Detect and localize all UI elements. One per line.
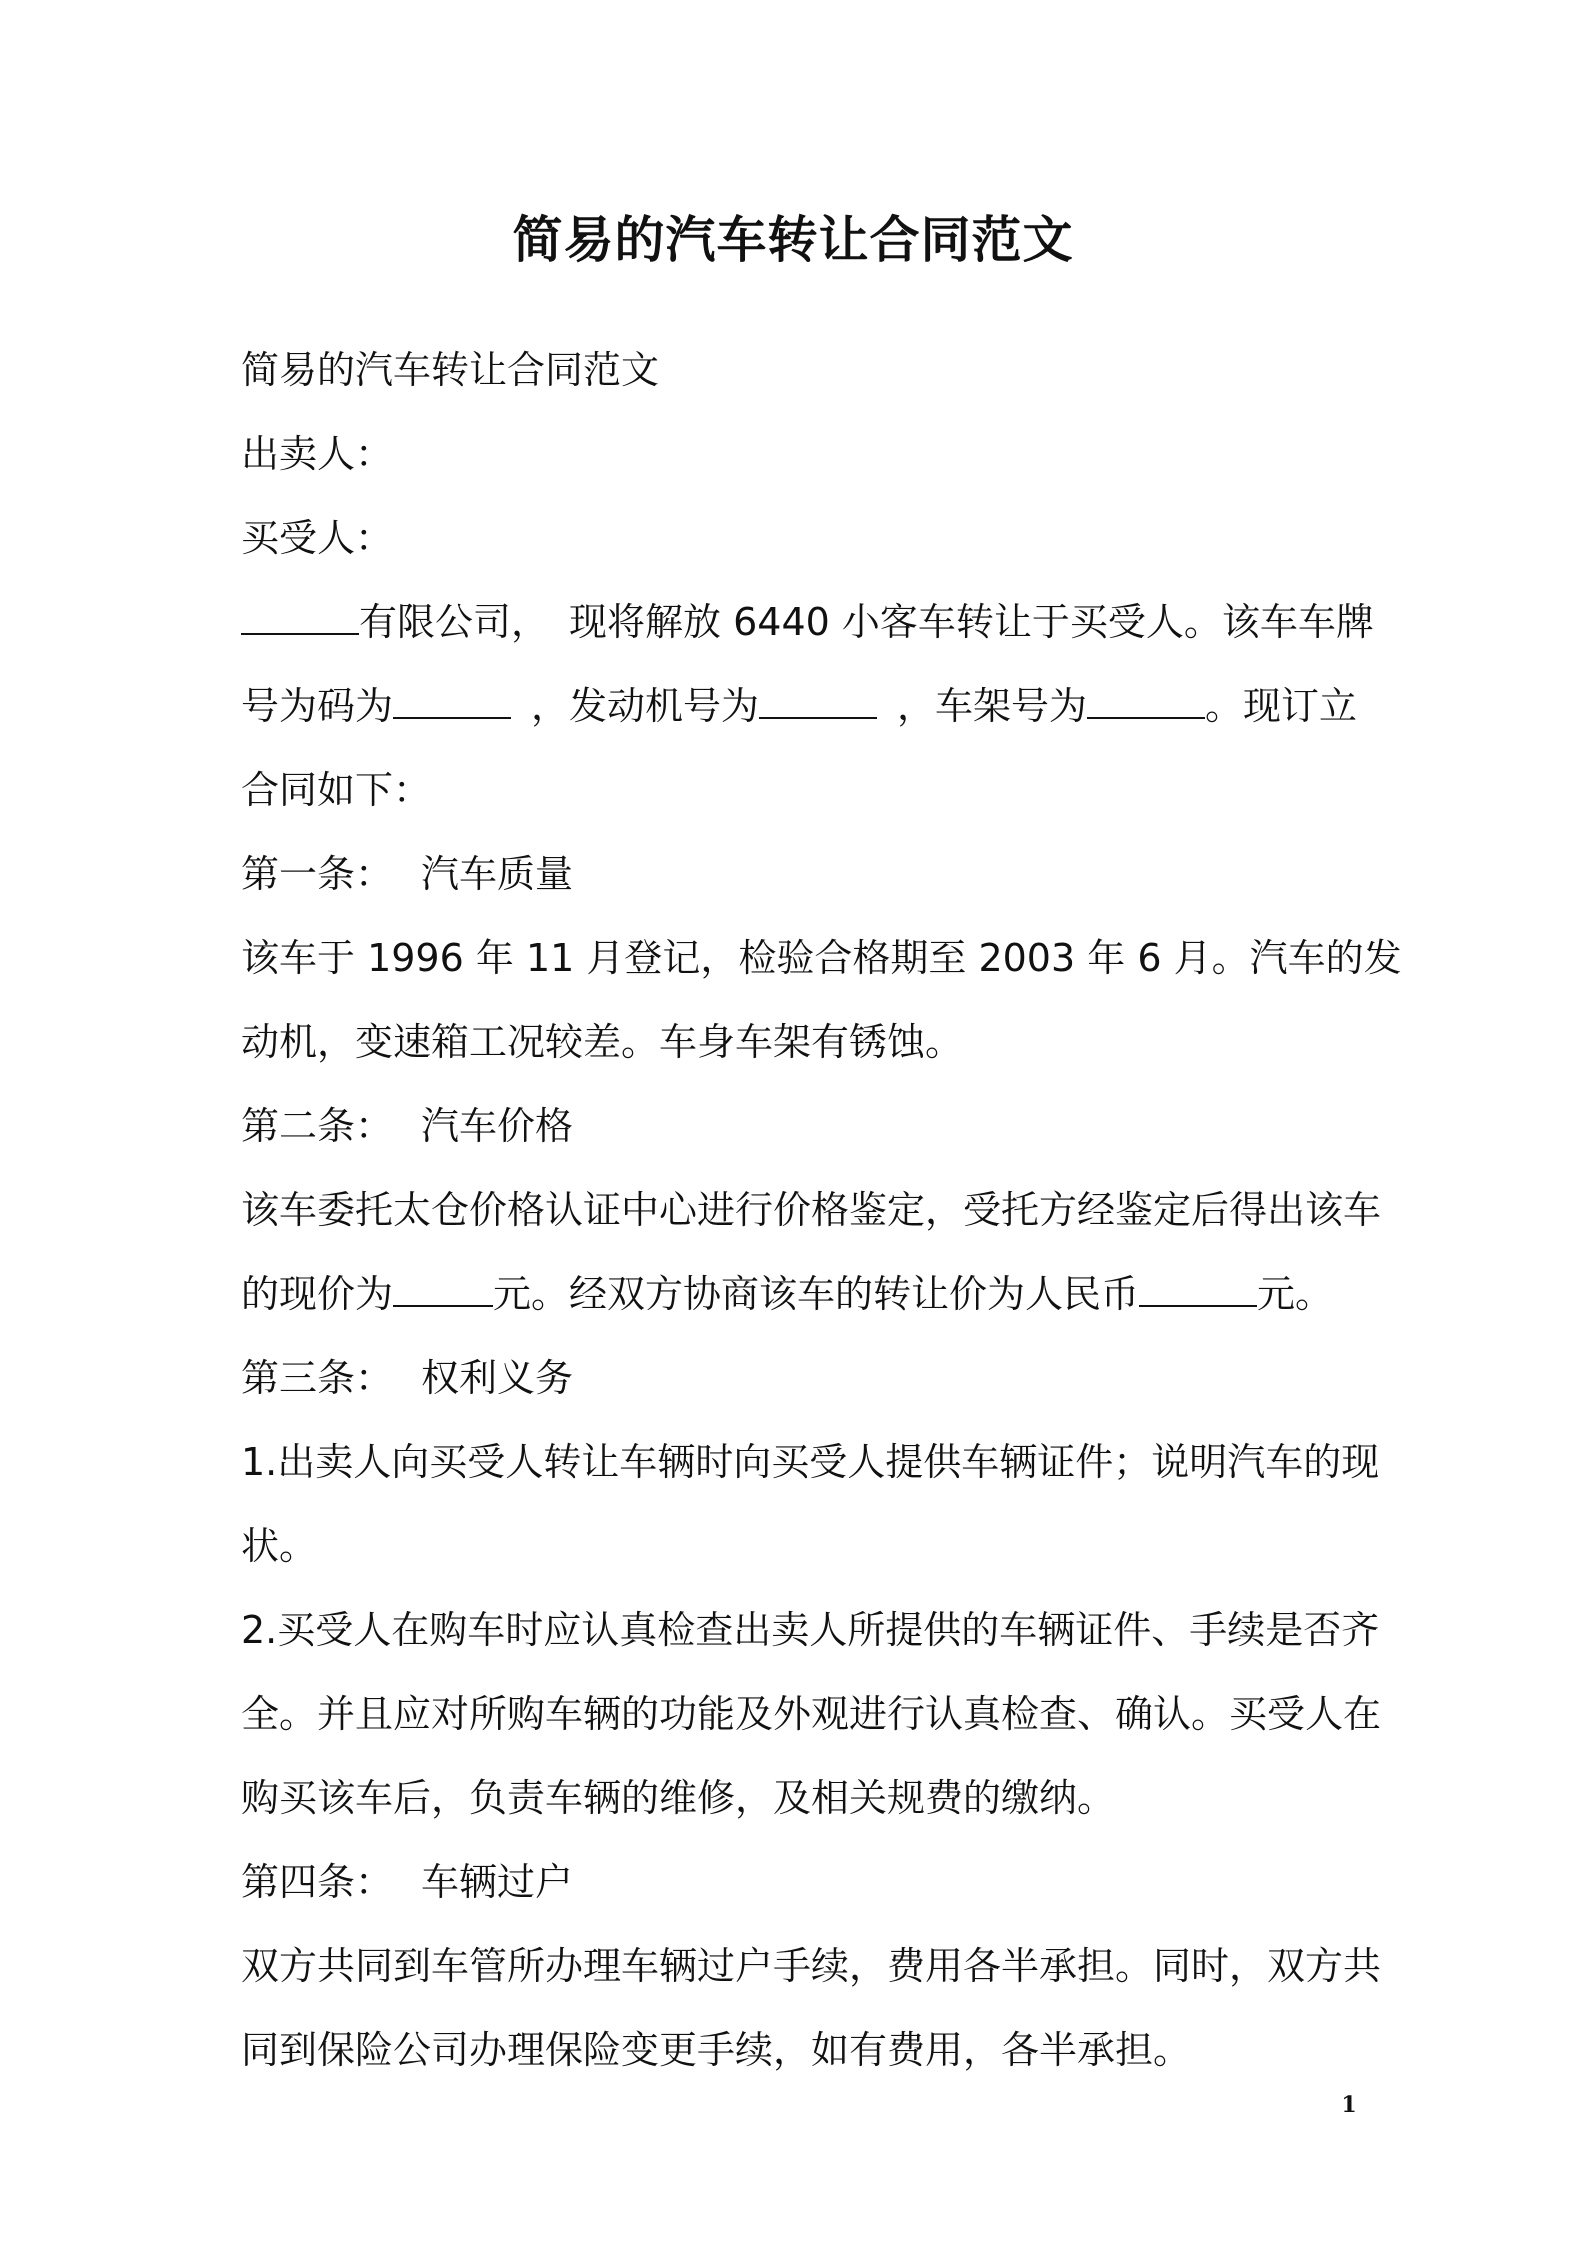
article-4-number: 第四条： bbox=[241, 1860, 394, 1904]
frame-number-blank bbox=[1087, 675, 1205, 719]
article-3-text-1: 1.出卖人向买受人转让车辆时向买受人提供车辆证件；说明汽车的现 bbox=[241, 1440, 1380, 1484]
article-4-text-1: 双方共同到车管所办理车辆过户手续，费用各半承担。同时，双方共 bbox=[241, 1944, 1382, 1988]
article-3-number: 第三条： bbox=[241, 1356, 394, 1400]
article-2-number: 第二条： bbox=[241, 1104, 394, 1148]
article-2-title: 汽车价格 bbox=[421, 1104, 574, 1148]
article-4-text-2: 同到保险公司办理保险变更手续，如有费用，各半承担。 bbox=[241, 2028, 1192, 2072]
article-3-heading bbox=[241, 1336, 1351, 1420]
company-suffix: 有限公司， bbox=[359, 600, 550, 644]
page-number: 1 bbox=[1341, 2092, 1357, 2118]
article-2-text-2 bbox=[241, 1252, 1351, 1336]
price-middle: 元。经双方协商该车的转让价为人民币 bbox=[493, 1272, 1140, 1316]
transfer-price-blank bbox=[1139, 1263, 1257, 1307]
plate-number-blank bbox=[393, 675, 511, 719]
transfer-text: 现将解放 6440 小客车转让于买受人。该车车牌 bbox=[569, 600, 1374, 644]
article-1-heading bbox=[241, 832, 1351, 916]
current-price-blank bbox=[393, 1263, 493, 1307]
plate-label: 号为码为 bbox=[241, 684, 394, 728]
buyer-line: 买受人： bbox=[241, 516, 394, 560]
document-body bbox=[241, 328, 1402, 2092]
article-3-text-3: 2.买受人在购车时应认真检查出卖人所提供的车辆证件、手续是否齐 bbox=[241, 1608, 1380, 1652]
article-1-text-2: 动机，变速箱工况较差。车身车架有锈蚀。 bbox=[241, 1020, 964, 1064]
article-3-text-5: 购买该车后，负责车辆的维修，及相关规费的缴纳。 bbox=[241, 1776, 1116, 1820]
article-1-number: 第一条： bbox=[241, 852, 394, 896]
document-title: 简易的汽车转让合同范文 bbox=[512, 211, 1074, 269]
intro-closing: 合同如下： bbox=[241, 768, 432, 812]
article-1-text-1: 该车于 1996 年 11 月登记，检验合格期至 2003 年 6 月。汽车的发 bbox=[241, 936, 1402, 980]
article-3-title: 权利义务 bbox=[421, 1356, 574, 1400]
intro-line-2 bbox=[241, 664, 1358, 748]
article-4-heading bbox=[241, 1840, 1351, 1924]
company-name-blank bbox=[241, 591, 359, 635]
price-prefix: 的现价为 bbox=[241, 1272, 394, 1316]
intro-end-text: 。现订立 bbox=[1205, 684, 1358, 728]
frame-label: ，车架号为 bbox=[897, 684, 1088, 728]
article-3-text-2: 状。 bbox=[241, 1524, 318, 1568]
price-suffix: 元。 bbox=[1257, 1272, 1334, 1316]
subtitle-line: 简易的汽车转让合同范文 bbox=[241, 348, 660, 392]
article-4-title: 车辆过户 bbox=[421, 1860, 574, 1904]
article-2-text-1: 该车委托太仓价格认证中心进行价格鉴定，受托方经鉴定后得出该车 bbox=[241, 1188, 1382, 1232]
engine-label: ，发动机号为 bbox=[531, 684, 760, 728]
intro-line-1 bbox=[241, 580, 1374, 664]
article-1-title: 汽车质量 bbox=[421, 852, 574, 896]
engine-number-blank bbox=[759, 675, 877, 719]
seller-line: 出卖人： bbox=[241, 432, 394, 476]
article-3-text-4: 全。并且应对所购车辆的功能及外观进行认真检查、确认。买受人在 bbox=[241, 1692, 1382, 1736]
article-2-heading bbox=[241, 1084, 1351, 1168]
